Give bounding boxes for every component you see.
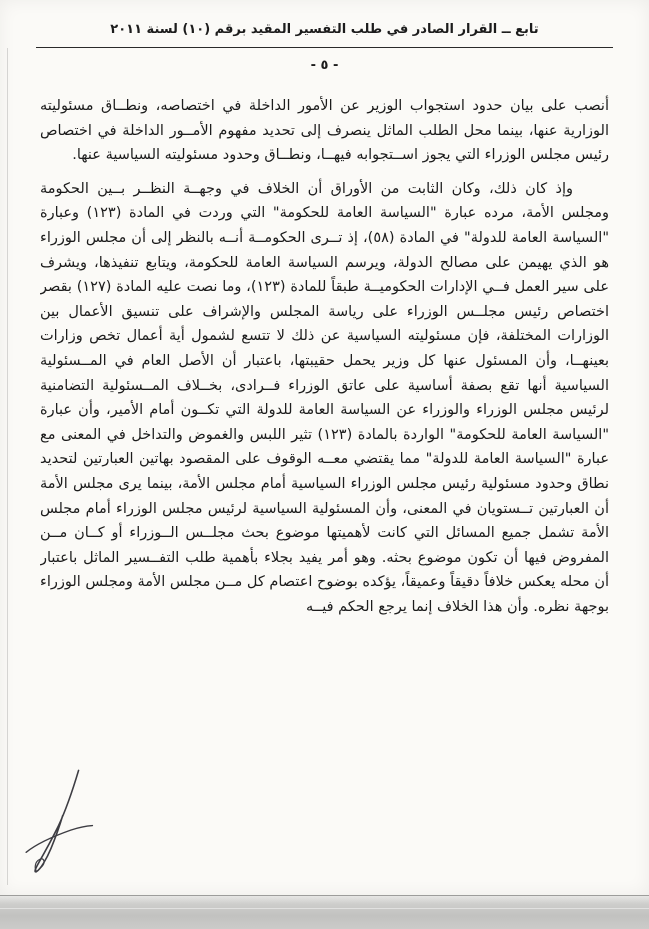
page-number: - ٥ - [310,58,339,73]
paragraph-2: وإذ كان ذلك، وكان الثابت من الأوراق أن الخلاف في وجهــة النظــر بــين الحكومة ومجلس الأمة، مرده عبارة "السياسة العامة للحكومة" التي وردت في المادة (١٢٣) وعبارة "السياسة العامة للدولة" في المادة (٥٨)، إذ تــرى الحكومــة أنــه بالنظر إلى أن مجلس الوزراء هو الذي يهيمن على مصالح الدولة، ويرسم السياسة العامة للحكومة، ويتابع تنفيذها، ويشرف على سير العمل فــي الإدارات الحكوميــة طبقاً للمادة (١٢٣)، وما نصت عليه المادة (١٢٧) بقصر اختصاص رئيس مجلــس الوزراء على رياسة المجلس والإشراف على تنسيق الأعمال بين الوزارات المختلفة، فإن مسئوليته السياسية عن ذلك لا تتسع لشمول أية أعمال تخص وزارات بعينهــا، وأن المسئول عنها كل وزير يحمل حقيبتها، باعتبار أن الأصل العام في المــسئولية السياسية أنها تقع بصفة أساسية على عاتق الوزراء فــرادى، بخــلاف المــسئولية التضامنية لرئيس مجلس الوزراء والوزراء عن السياسة العامة للدولة التي تكــون أمام الأمير، وأن عبارة "السياسة العامة للحكومة" الواردة بالمادة (١٢٣) تثير اللبس والغموض والتداخل في المعنى مع عبارة "السياسة العامة للدولة" مما يقتضي معــه الوقوف على المقصود بهاتين العبارتين لتحديد نطاق وحدود مسئولية رئيس مجلس الوزراء السياسية أمام مجلس الأمة، بينما يرى مجلس الأمة أن العبارتين تــستويان في المعنى، وأن المسئولية السياسية لرئيس مجلس الوزراء أمام مجلس الأمة تشمل جميع المسائل التي كانت لأهميتها موضوع بحث مجلــس الــوزراء أو كــان مــن المفروض فيها أن تكون موضوع بحثه. وهو أمر يفيد بجلاء بأهمية طلب التفــسير الماثل باعتبار أن محله يعكس خلافاً دقيقاً وعميقاً، يؤكده بوضوح اعتصام كل مــن مجلس الأمة ومجلس الوزراء بوجهة نظره. وأن هذا الخلاف إنما يرجع الحكم فيــه [40,180,609,615]
document-header: تابع ــ القرار الصادر في طلب التفسير المقيد برقم (١٠) لسنة ٢٠١١ [110,22,539,37]
handwritten-signature [14,765,101,875]
page-edge-shadow [7,48,8,885]
header-rule [36,47,613,48]
scan-artifact-line [0,908,649,909]
scan-artifact-bottom [0,895,649,929]
document-body [40,94,609,867]
paragraph-1: أنصب على بيان حدود استجواب الوزير عن الأمور الداخلة في اختصاصه، ونطــاق مسئوليته الوزارية عنها، بينما محل الطلب الماثل ينصرف إلى تحديد مفهوم الأمــور الداخلة في اختصاص رئيس مجلس الوزراء التي يجوز اســتجوابه فيهــا، ونطــاق وحدود مسئوليته السياسية عنها. [40,98,609,164]
